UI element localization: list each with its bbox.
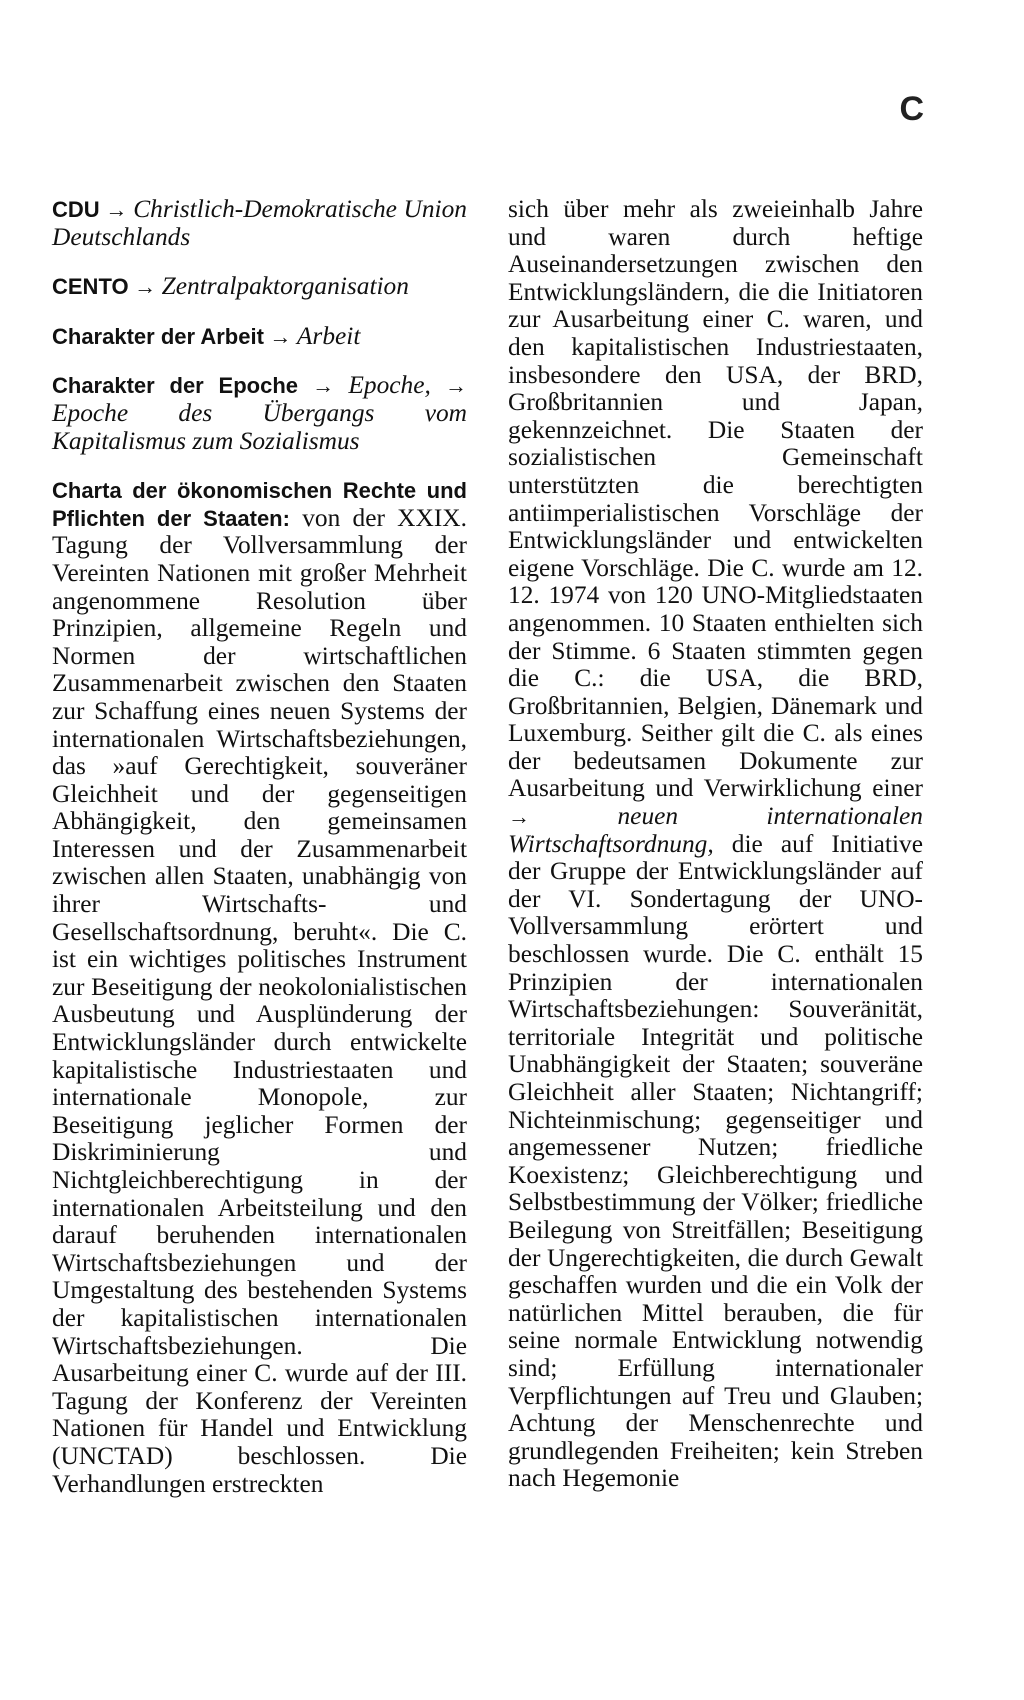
cross-reference-arrow-icon: → bbox=[263, 323, 297, 349]
left-column bbox=[52, 196, 467, 1498]
entry-headword: Charakter der Arbeit bbox=[52, 323, 264, 349]
entry-cento bbox=[52, 273, 467, 301]
cross-reference: Christlich-Demokratische Union Deutschlands bbox=[52, 195, 468, 251]
cross-reference: Arbeit bbox=[296, 321, 361, 350]
right-column bbox=[508, 196, 923, 1493]
entry-body-text: die auf Initiative der Gruppe der Entwicklungsländer auf der VI. Sondertagung der UNO-Vollversammlung erörtert und beschlossen wurde. Die C. enthält 15 Prinzipien der internationalen Wirtschaftsbeziehungen: Souveränität, territoriale Integrität und politische Unabhängigkeit der Staaten; souveräne Gleichheit aller Staaten; Nichtangriff; Nichteinmischung; gegenseitiger und angemessener Nutzen; friedliche Koexistenz; Gleichberechtigung und Selbstbestimmung der Völker; friedliche Beilegung von Streitfällen; Beseitigung der Ungerechtigkeiten, die durch Gewalt geschaffen wurden und die ein Volk der natürlichen Mittel berauben, die für seine normale Entwicklung notwendig sind; Erfüllung internationaler Verpflichtungen auf Treu und Glauben; Achtung der Menschenrechte und grundlegenden Freiheiten; kein Streben nach Hegemonie bbox=[508, 829, 923, 1493]
cross-reference-arrow-icon: → bbox=[298, 373, 349, 399]
cross-reference: Zentralpaktorganisation bbox=[161, 272, 409, 301]
cross-reference: Epoche des Übergangs vom Kapitalismus zum Sozialismus bbox=[52, 398, 467, 455]
cross-reference-arrow-icon: → bbox=[128, 274, 162, 300]
cross-reference-arrow-icon: → bbox=[508, 804, 618, 830]
entry-cdu bbox=[52, 196, 467, 251]
entry-body-text: sich über mehr als zweieinhalb Jahre und waren durch heftige Auseinandersetzungen zwischen den Entwicklungsländern, die die Initiatoren zur Ausarbeitung einer C. waren, und den kapitalistischen Industriestaaten, insbesondere den USA, der BRD, Großbritannien und Japan, gekennzeichnet. Die Staaten der sozialistischen Gemeinschaft unterstützten die berechtigten antiimperialistischen Vorschläge der Entwicklungsländer und entwickelten eigene Vorschläge. Die C. wurde am 12. 12. 1974 von 120 UNO-Mitgliedstaaten angenommen. 10 Staaten enthielten sich der Stimme. 6 Staaten stimmten gegen die C.: die USA, die BRD, Großbritannien, Belgien, Dänemark und Luxemburg. Seither gilt die C. als eines der bedeutsamen Dokumente zur Ausarbeitung und Verwirklichung einer bbox=[508, 195, 923, 803]
entry-body-text: von der XXIX. Tagung der Vollversammlung der Vereinten Nationen mit großer Mehrheit angenommene Resolution über Prinzipien, allgemeine Regeln und Normen der wirtschaftlichen Zusammenarbeit zwischen den Staaten zur Schaffung eines neuen Systems der internationalen Wirtschaftsbeziehungen, das »auf Gerechtigkeit, souveräner Gleichheit und der gegenseitigen Abhängigkeit, den gemeinsamen Interessen und der Zusammenarbeit zwischen allen Staaten, unabhängig von ihrer Wirtschafts- und Gesellschaftsordnung, beruht«. Die C. ist ein wichtiges politisches Instrument zur Beseitigung der neokolonialistischen Ausbeutung und Ausplünderung der Entwicklungsländer durch entwickelte kapitalistische Industriestaaten und internationale Monopole, zur Beseitigung jeglicher Formen der Diskriminierung und Nichtgleichberechtigung in der internationalen Arbeitsteilung und den darauf beruhenden internationalen Wirtschaftsbeziehungen und der Umgestaltung des bestehenden Systems der kapitalistischen internationalen Wirtschaftsbeziehungen. Die Ausarbeitung einer C. wurde auf der III. Tagung der Konferenz der Vereinten Nationen für Handel und Entwicklung (UNCTAD) beschlossen. Die Verhandlungen erstreckten bbox=[52, 503, 467, 1498]
entry-headword: CENTO bbox=[52, 274, 129, 300]
cross-reference: neuen internationalen Wirtschaftsordnung, bbox=[508, 802, 923, 858]
page-section-letter: C bbox=[899, 90, 924, 128]
entry-charta bbox=[52, 477, 467, 1498]
entry-headword: CDU bbox=[52, 197, 100, 222]
entry-charakter-der-epoche bbox=[52, 372, 467, 455]
entry-charakter-der-arbeit bbox=[52, 323, 467, 351]
entry-body-continuation bbox=[508, 196, 923, 1493]
cross-reference-arrow-icon: → bbox=[99, 197, 134, 222]
entry-headword: Charakter der Epoche bbox=[52, 373, 298, 399]
cross-reference: Epoche, bbox=[348, 371, 431, 400]
cross-reference-arrow-icon: → bbox=[430, 373, 468, 399]
entry-headword: Charta der ökonomischen Rechte und Pflichten der Staaten: bbox=[52, 478, 467, 531]
